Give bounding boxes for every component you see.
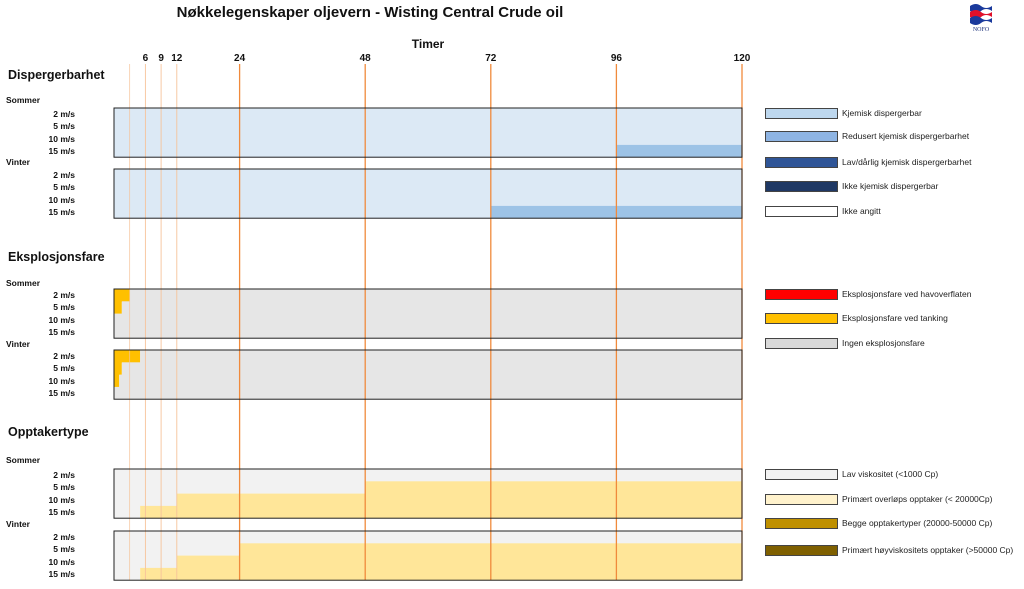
cell-oppt (114, 469, 742, 482)
section-title-oppt: Opptakertype (8, 425, 89, 439)
cell-disp (114, 169, 742, 182)
legend-swatch (765, 338, 838, 349)
legend-swatch (765, 289, 838, 300)
wind-label: 10 m/s (48, 194, 75, 205)
legend-label: Ikke angitt (842, 206, 881, 216)
x-tick-label: 120 (733, 53, 751, 64)
cell-disp (114, 120, 742, 133)
section-title-disp: Dispergerbarhet (8, 68, 105, 82)
cell-disp (114, 206, 491, 219)
wind-label: 15 m/s (48, 326, 75, 337)
legend-swatch (765, 206, 838, 217)
cell-oppt (114, 568, 140, 581)
legend-swatch (765, 545, 838, 556)
x-tick-label: 96 (610, 53, 622, 64)
wind-label: 5 m/s (53, 544, 75, 555)
cell-disp (114, 108, 742, 121)
section-title-eksp: Eksplosjonsfare (8, 250, 105, 264)
x-axis-title: Timer (411, 37, 445, 51)
wind-label: 15 m/s (48, 568, 75, 579)
season-label: Vinter (6, 339, 30, 349)
legend-label: Ingen eksplosjonsfare (842, 338, 925, 348)
wind-label: 10 m/s (48, 133, 75, 144)
wind-label: 15 m/s (48, 506, 75, 517)
legend-label: Lav viskositet (<1000 Cp) (842, 469, 939, 479)
cell-eksp (140, 350, 742, 363)
cell-eksp (122, 362, 742, 375)
x-tick-label: 6 (142, 53, 149, 64)
wind-label: 2 m/s (53, 351, 75, 361)
logo-text: NOFO (972, 27, 990, 33)
legend-label: Primært høyviskositets opptaker (>50000 Cp) (842, 545, 1014, 555)
wind-label: 10 m/s (48, 314, 75, 325)
chart-title: Nøkkelegenskaper oljevern - Wisting Central Crude oil (176, 4, 564, 21)
legend-label: Ikke kjemisk dispergerbar (842, 181, 939, 191)
wind-label: 2 m/s (53, 532, 75, 542)
cell-disp (114, 194, 742, 207)
wind-label: 5 m/s (53, 121, 75, 132)
legend-label: Eksplosjonsfare ved havoverflaten (842, 289, 972, 299)
legend-label: Eksplosjonsfare ved tanking (842, 313, 948, 323)
wind-label: 2 m/s (53, 109, 75, 119)
legend-swatch (765, 131, 838, 142)
season-label: Sommer (6, 455, 41, 465)
x-tick-label: 48 (359, 53, 371, 64)
cell-eksp (114, 387, 742, 400)
season-label: Sommer (6, 95, 41, 105)
cell-eksp (114, 362, 122, 375)
legend-label: Kjemisk dispergerbar (842, 108, 922, 118)
legend-swatch (765, 494, 838, 505)
cell-eksp (122, 301, 742, 314)
cell-eksp (114, 326, 742, 339)
cells-layer (114, 108, 742, 581)
x-tick-label: 9 (158, 53, 164, 64)
wind-label: 2 m/s (53, 470, 75, 480)
cell-eksp (114, 301, 122, 314)
wind-label: 10 m/s (48, 556, 75, 567)
legend-swatch (765, 181, 838, 192)
legend-label: Lav/dårlig kjemisk dispergerbarhet (842, 157, 972, 167)
legend-swatch (765, 469, 838, 480)
cell-oppt (177, 494, 742, 507)
wind-label: 15 m/s (48, 387, 75, 398)
legend-label: Begge opptakertyper (20000-50000 Cp) (842, 518, 993, 528)
wind-label: 2 m/s (53, 170, 75, 180)
legend-swatch (765, 108, 838, 119)
legend-swatch (765, 518, 838, 529)
wind-label: 5 m/s (53, 482, 75, 493)
x-tick-label: 72 (485, 53, 497, 64)
legend-swatch (765, 313, 838, 324)
cell-oppt (365, 481, 742, 494)
cell-oppt (140, 506, 742, 519)
cell-oppt (177, 556, 742, 569)
wind-label: 5 m/s (53, 302, 75, 313)
cell-eksp (114, 375, 119, 388)
wind-label: 2 m/s (53, 290, 75, 300)
wind-label: 5 m/s (53, 363, 75, 374)
legend-label: Primært overløps opptaker (< 20000Cp) (842, 494, 993, 504)
cell-disp (114, 133, 742, 146)
cell-oppt (114, 531, 742, 544)
season-label: Vinter (6, 157, 30, 167)
wind-label: 10 m/s (48, 494, 75, 505)
x-tick-label: 24 (234, 53, 246, 64)
legend-label: Redusert kjemisk dispergerbarhet (842, 131, 970, 141)
wind-label: 5 m/s (53, 182, 75, 193)
wind-label: 10 m/s (48, 375, 75, 386)
cell-eksp (119, 375, 742, 388)
season-label: Vinter (6, 519, 30, 529)
x-tick-label: 12 (171, 53, 183, 64)
wind-label: 15 m/s (48, 145, 75, 156)
legend-swatch (765, 157, 838, 168)
cell-eksp (114, 350, 140, 363)
season-label: Sommer (6, 278, 41, 288)
cell-oppt (114, 506, 140, 519)
wind-label: 15 m/s (48, 206, 75, 217)
cell-eksp (114, 289, 130, 302)
cell-disp (114, 181, 742, 194)
cell-eksp (130, 289, 742, 302)
cell-oppt (140, 568, 742, 581)
cell-disp (616, 145, 742, 158)
cell-eksp (114, 314, 742, 327)
